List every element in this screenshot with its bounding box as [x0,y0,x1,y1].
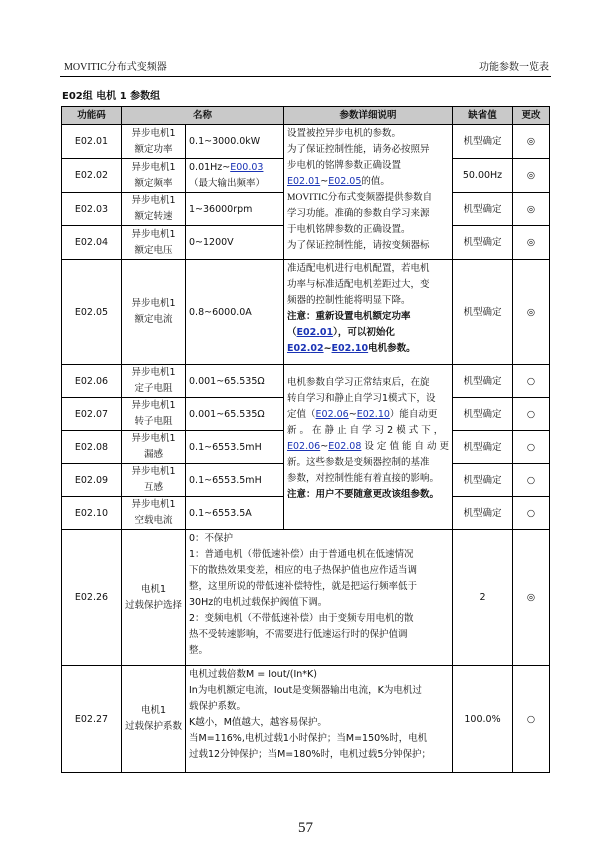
param-change: ○ [513,497,550,530]
param-range: 0.1~6553.5A [186,497,284,530]
param-range: 0.1~6553.5mH [186,431,284,464]
param-name: 异步电机1 转子电阻 [122,398,186,431]
param-name: 异步电机1 额定转速 [122,193,186,226]
col-header-name: 名称 [122,107,284,125]
param-default: 100.0% [453,666,513,773]
param-default: 机型确定 [453,260,513,365]
param-description-overload-select: 0：不保护 1：普通电机（带低速补偿）由于普通电机在低速情况 下的散热效果变差，相应的电子热保护值也应作适当调 整，这里所说的带低速补偿特性，就是把运行频率低于 30Hz的电机过载保护阀值下调。 2：变频电机（不带低速补偿）由于变频专用电机的散 热不受转速影响，不需要进行低速运行时的保护值调 整。 [186,530,453,666]
param-code: E02.27 [62,666,122,773]
param-link[interactable]: E02.06 [315,409,349,420]
param-name: 异步电机1 额定功率 [122,125,186,159]
param-link[interactable]: E02.02 [287,343,324,354]
param-default: 机型确定 [453,125,513,159]
param-default: 2 [453,530,513,666]
col-header-code: 功能码 [62,107,122,125]
param-range: 0.1~3000.0kW [186,125,284,159]
col-header-change: 更改 [513,107,550,125]
param-name: 异步电机1 互感 [122,464,186,497]
param-default: 机型确定 [453,464,513,497]
param-code: E02.07 [62,398,122,431]
param-name: 异步电机1 额定频率 [122,159,186,193]
param-link[interactable]: E00.03 [230,161,264,173]
param-description-overload-coefficient: 电机过载倍数M = Iout/(In*K) In为电机额定电流，Iout是变频器输出电流，K为电机过 载保护系数。 K越小，M值越大，越容易保护。 当M=116%,电机过载1小时保护；当M=150%时，电机 过载12分钟保护；当M=180%时，电机过载5分钟保护； [186,666,453,773]
param-change: ○ [513,431,550,464]
param-name: 异步电机1 额定电压 [122,226,186,260]
document-header-title: MOVITIC分布式变频器 [64,62,167,73]
param-change: ◎ [513,530,550,666]
table-row [62,365,550,398]
param-code: E02.02 [62,159,122,193]
param-link[interactable]: E02.10 [331,343,369,354]
param-code: E02.09 [62,464,122,497]
param-link[interactable]: E02.05 [328,176,362,187]
param-name: 异步电机1 漏感 [122,431,186,464]
param-change: ○ [513,365,550,398]
col-header-default: 缺省值 [453,107,513,125]
param-link[interactable]: E02.08 [328,441,362,452]
group-title: E02组 电机 1 参数组 [62,91,161,102]
param-range: 0~1200V [186,226,284,260]
param-default: 机型确定 [453,497,513,530]
param-code: E02.04 [62,226,122,260]
param-default: 机型确定 [453,365,513,398]
param-description-motor-basic: 设置被控异步电机的参数。 为了保证控制性能，请务必按照异 步电机的铭牌参数正确设置 E02.01~E02.05的值。 MOVITIC分布式变频器提供参数自 学习功能。准确的参数自学习来源 于电机铭牌参数的正确设置。 为了保证控制性能，请按变频器标 [284,125,453,260]
page-number: 57 [298,820,313,836]
table-row [62,260,550,365]
param-description-rated-current: 准适配电机进行电机配置，若电机 功率与标准适配电机差距过大，变 频器的控制性能将明显下降。 注意：重新设置电机额定功率 （E02.01），可以初始化 E02.02~E02.10电机参数。 [284,260,453,365]
param-link[interactable]: E02.06 [287,441,321,452]
param-code: E02.26 [62,530,122,666]
param-change: ○ [513,666,550,773]
param-change: ○ [513,398,550,431]
param-code: E02.06 [62,365,122,398]
param-link[interactable]: E02.01 [287,176,321,187]
param-name: 电机1 过载保护选择 [122,530,186,666]
param-default: 50.00Hz [453,159,513,193]
param-name: 异步电机1 额定电流 [122,260,186,365]
param-code: E02.08 [62,431,122,464]
param-range: 0.8~6000.0A [186,260,284,365]
table-header-row [62,107,550,125]
param-link[interactable]: E02.10 [356,409,390,420]
table-row [62,666,550,773]
table-row [62,530,550,666]
param-link[interactable]: E02.01 [296,327,334,338]
param-name: 异步电机1 定子电阻 [122,365,186,398]
param-default: 机型确定 [453,193,513,226]
param-code: E02.03 [62,193,122,226]
parameter-table [61,106,550,773]
param-change: ◎ [513,125,550,159]
param-default: 机型确定 [453,398,513,431]
param-code: E02.05 [62,260,122,365]
param-name: 异步电机1 空载电流 [122,497,186,530]
param-code: E02.01 [62,125,122,159]
param-range: 0.001~65.535Ω [186,398,284,431]
param-range: 0.01Hz~E00.03 （最大输出频率） [186,159,284,193]
header-divider [60,76,551,77]
param-range: 1~36000rpm [186,193,284,226]
document-header-section: 功能参数一览表 [479,62,549,73]
param-range: 0.1~6553.5mH [186,464,284,497]
param-description-autotune: 电机参数自学习正常结束后，在旋 转自学习和静止自学习1模式下，设 定值（E02.06~E02.10）能自动更 新 。 在 静 止 自 学 习 2 模 式 下 ， E02.06~E02.08 设 定 值 能 自 动 更 新。这些参数是变频器控制的基准 参数，对控制性能有着直接的影响。 注意：用户不要随意更改该组参数。 [284,365,453,530]
param-change: ◎ [513,193,550,226]
param-range: 0.001~65.535Ω [186,365,284,398]
param-default: 机型确定 [453,226,513,260]
table-row [62,125,550,159]
param-change: ◎ [513,159,550,193]
param-change: ◎ [513,226,550,260]
param-change: ○ [513,464,550,497]
param-default: 机型确定 [453,431,513,464]
param-name: 电机1 过载保护系数 [122,666,186,773]
param-code: E02.10 [62,497,122,530]
param-change: ◎ [513,260,550,365]
col-header-detail: 参数详细说明 [284,107,453,125]
